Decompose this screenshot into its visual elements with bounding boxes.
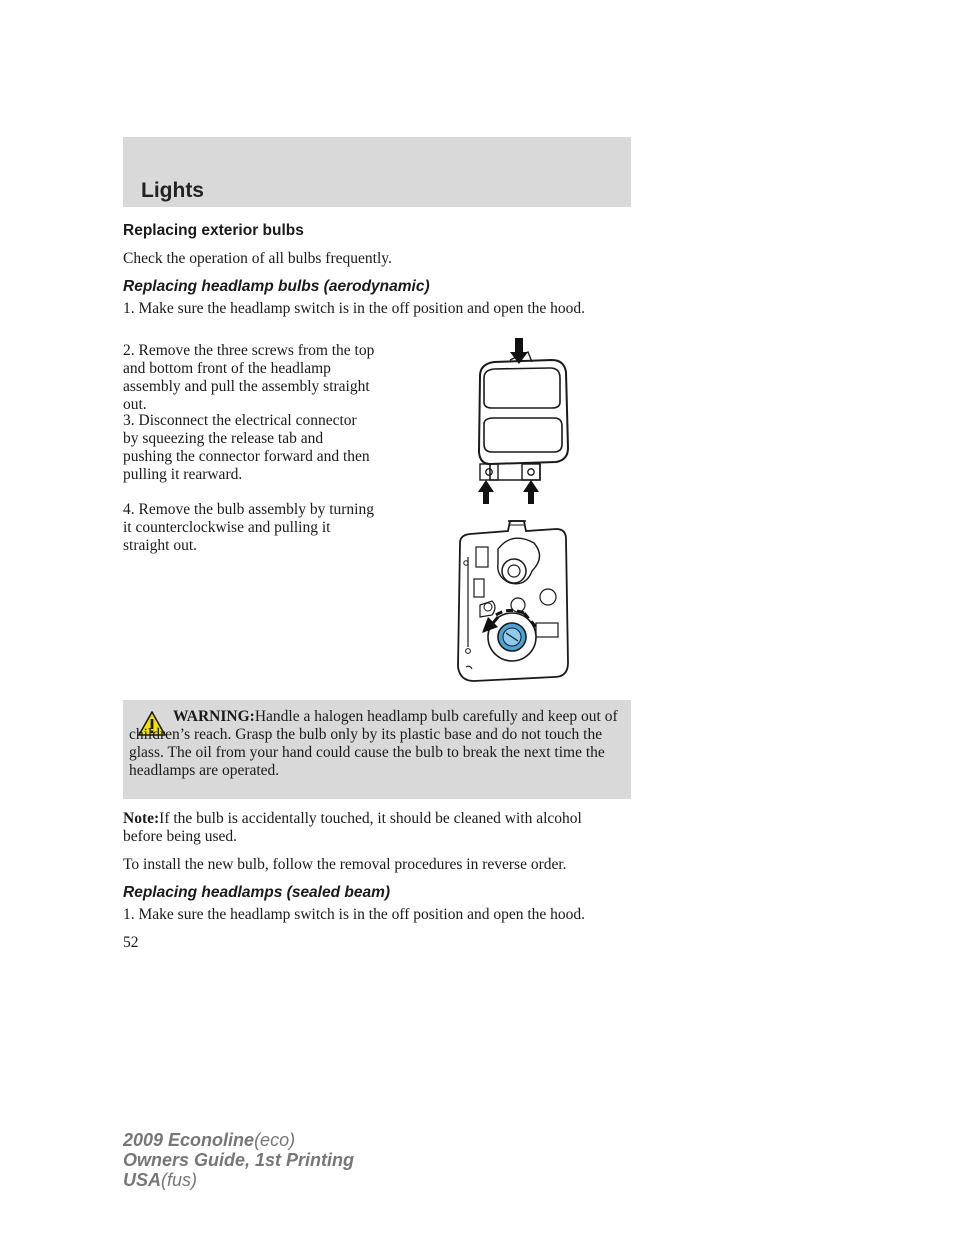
bulb-assembly-illustration <box>452 517 570 689</box>
warning-label: WARNING: <box>173 708 255 725</box>
footer-guide: Owners Guide, 1st Printing <box>123 1150 355 1170</box>
step-2: 2. Remove the three screws from the top and bottom front of the headlamp assembly and pull the assembly straight out. <box>123 342 375 413</box>
install-text: To install the new bulb, follow the removal procedures in reverse order. <box>123 856 567 873</box>
footer-region-code: (fus) <box>161 1170 198 1190</box>
warning-text <box>129 708 623 780</box>
step-4: 4. Remove the bulb assembly by turning it counterclockwise and pulling it straight out. <box>123 501 374 554</box>
footer-model-code: (eco) <box>254 1130 296 1150</box>
note-body: If the bulb is accidentally touched, it should be cleaned with alcohol before being used. <box>123 810 582 845</box>
subheading-sealed-beam: Replacing headlamps (sealed beam) <box>123 884 391 901</box>
step-1: 1. Make sure the headlamp switch is in the off position and open the hood. <box>123 300 586 317</box>
intro-text: Check the operation of all bulbs frequently. <box>123 250 392 267</box>
footer-line-3 <box>123 1170 354 1190</box>
page-number: 52 <box>123 934 139 951</box>
warning-body: Handle a halogen headlamp bulb carefully and keep out of children’s reach. Grasp the bulb only by its plastic base and do not touch the glass. The oil from your hand could cause the bulb to break the next time the headlamps are operated. <box>129 708 618 779</box>
section-header <box>123 137 631 207</box>
section-title: Replacing exterior bulbs <box>123 222 304 239</box>
section-header-title: Lights <box>141 179 204 202</box>
warning-box <box>123 700 631 799</box>
footer <box>123 1130 354 1190</box>
footer-region: USA <box>123 1170 162 1190</box>
step-1-sealed-beam: 1. Make sure the headlamp switch is in the off position and open the hood. <box>123 906 586 923</box>
note-paragraph <box>123 810 613 846</box>
footer-line-1 <box>123 1130 354 1150</box>
headlamp-assembly-illustration <box>470 338 580 504</box>
subheading-aerodynamic: Replacing headlamp bulbs (aerodynamic) <box>123 278 430 295</box>
note-label: Note: <box>123 810 160 827</box>
footer-model: 2009 Econoline <box>123 1130 255 1150</box>
step-3: 3. Disconnect the electrical connector by squeezing the release tab and pushing the connector forward and then pulling it rearward. <box>123 412 370 483</box>
